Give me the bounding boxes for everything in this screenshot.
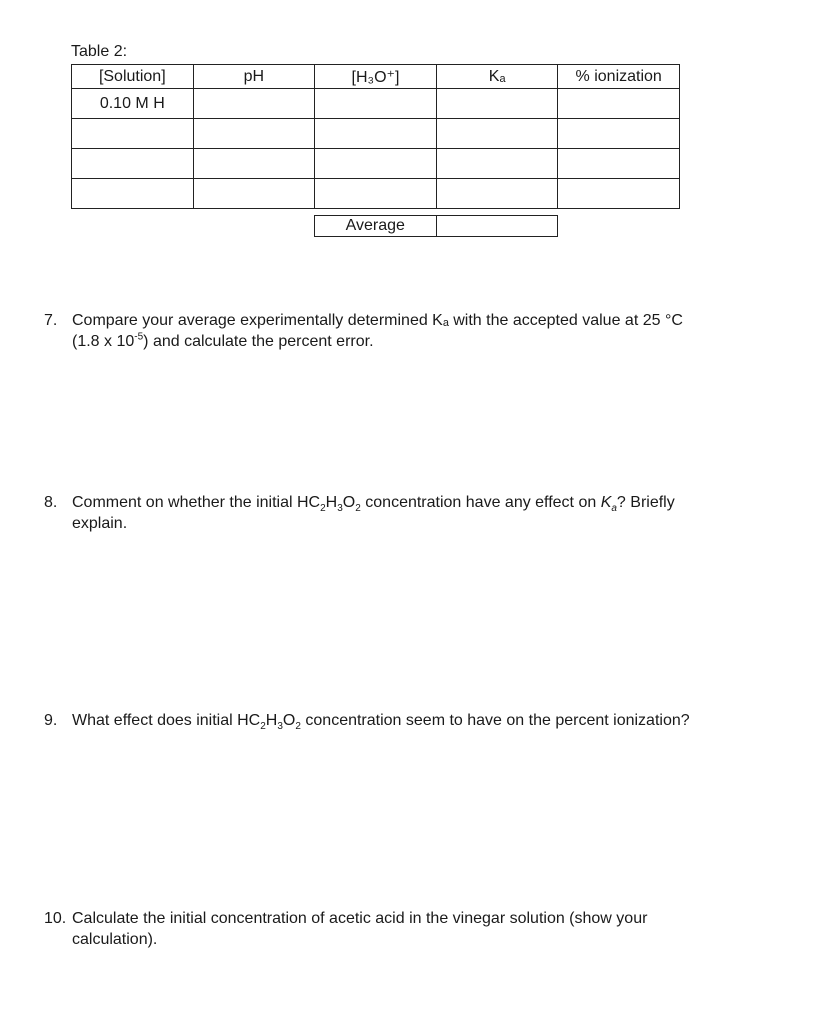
question-text xyxy=(72,492,764,534)
table-row xyxy=(72,89,680,119)
question-7-line2a: (1.8 x 10 xyxy=(72,333,135,350)
subscript: 3 xyxy=(277,721,283,733)
question-number: 10. xyxy=(44,910,67,927)
table-cell[interactable] xyxy=(315,89,437,119)
subscript: 2 xyxy=(295,721,301,733)
question-8-text-b: concentration have any effect on xyxy=(365,494,601,511)
question-number: 7. xyxy=(44,312,58,329)
table-cell[interactable] xyxy=(558,179,680,209)
table-row xyxy=(72,149,680,179)
question-text xyxy=(72,908,764,950)
question-9-text-a: What effect does initial HC xyxy=(72,712,261,729)
table-row xyxy=(72,119,680,149)
table-row xyxy=(72,179,680,209)
exponent: -5 xyxy=(134,331,144,343)
question-7 xyxy=(44,310,764,352)
table-cell[interactable] xyxy=(72,149,194,179)
formula-part: O xyxy=(342,494,356,511)
table-cell[interactable] xyxy=(436,149,558,179)
average-label: Average xyxy=(315,216,437,237)
ka-symbol: K xyxy=(600,494,612,511)
question-9-text-b: concentration seem to have on the percent ionization? xyxy=(305,712,690,729)
subscript: 2 xyxy=(355,503,361,515)
header-solution: [Solution] xyxy=(72,65,194,89)
formula-part: O xyxy=(282,712,296,729)
table-cell[interactable] xyxy=(193,149,315,179)
question-text xyxy=(72,310,764,352)
table-cell[interactable] xyxy=(72,119,194,149)
formula-part: H xyxy=(325,494,338,511)
table-cell[interactable] xyxy=(193,89,315,119)
table-cell[interactable] xyxy=(436,119,558,149)
question-10-line2: calculation). xyxy=(72,931,158,948)
table-header-row xyxy=(72,65,680,89)
question-10 xyxy=(44,908,764,950)
question-8-text-a: Comment on whether the initial HC xyxy=(72,494,321,511)
table-cell[interactable] xyxy=(558,119,680,149)
table-cell[interactable] xyxy=(558,149,680,179)
subscript: 2 xyxy=(320,503,326,515)
table-cell[interactable] xyxy=(436,89,558,119)
question-10-line1: Calculate the initial concentration of acetic acid in the vinegar solution (show your xyxy=(72,910,648,927)
table-cell[interactable] xyxy=(315,179,437,209)
header-ka: Kₐ xyxy=(436,65,558,89)
header-ph: pH xyxy=(193,65,315,89)
subscript: 3 xyxy=(337,503,343,515)
table-cell[interactable]: 0.10 M H xyxy=(72,89,194,119)
question-8-line2: explain. xyxy=(72,515,128,532)
average-value-cell[interactable] xyxy=(436,216,558,237)
table-cell[interactable] xyxy=(72,179,194,209)
question-7-line1: Compare your average experimentally determined Kₐ with the accepted value at 25 °C xyxy=(72,312,683,329)
question-number: 8. xyxy=(44,494,58,511)
table-caption: Table 2: xyxy=(71,43,128,60)
question-7-line2b: ) and calculate the percent error. xyxy=(143,333,374,350)
header-percent-ionization: % ionization xyxy=(558,65,680,89)
table-cell[interactable] xyxy=(193,119,315,149)
subscript: 2 xyxy=(260,721,266,733)
table-cell[interactable] xyxy=(315,119,437,149)
data-table xyxy=(71,64,680,209)
ka-subscript: a xyxy=(611,503,617,515)
table-cell[interactable] xyxy=(315,149,437,179)
table-cell[interactable] xyxy=(436,179,558,209)
table-cell[interactable] xyxy=(193,179,315,209)
formula-part: H xyxy=(265,712,278,729)
question-8-text-c: ? Briefly xyxy=(616,494,675,511)
header-h3o: [H₃O⁺] xyxy=(315,65,437,89)
question-8 xyxy=(44,492,764,534)
question-text xyxy=(72,710,804,731)
average-row xyxy=(314,215,558,237)
question-number: 9. xyxy=(44,712,58,729)
table-cell[interactable] xyxy=(558,89,680,119)
question-9 xyxy=(44,710,804,731)
